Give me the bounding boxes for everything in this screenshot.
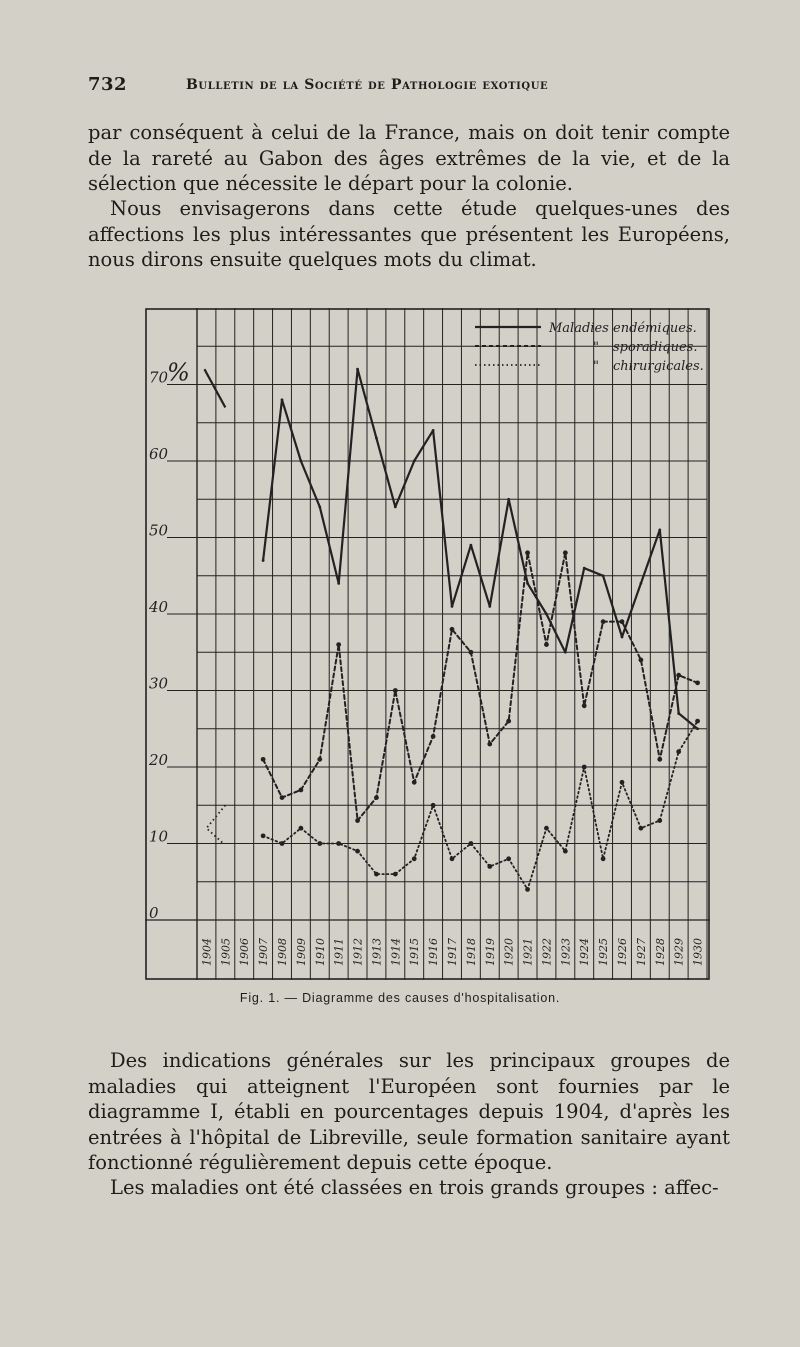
data-point [431, 734, 436, 739]
data-point [563, 550, 568, 555]
paragraph-2 [88, 196, 730, 273]
data-point [336, 841, 341, 846]
data-point [545, 613, 548, 616]
data-point [393, 688, 398, 693]
x-tick-label: 1926 [616, 938, 629, 966]
x-tick-label: 1915 [408, 938, 422, 966]
y-tick-label: 40 [149, 598, 169, 616]
data-point [582, 703, 587, 708]
journal-title: Bulletin de la Société de Pathologie exotique [186, 77, 549, 93]
data-point [602, 574, 605, 577]
x-tick-label: 1929 [672, 938, 686, 966]
data-point [676, 749, 681, 754]
data-point [601, 856, 606, 861]
data-point [469, 544, 472, 547]
x-tick-label: 1918 [464, 938, 478, 966]
data-point [355, 818, 360, 823]
data-point [487, 742, 492, 747]
data-point [393, 872, 398, 877]
data-point [620, 619, 625, 624]
paragraph-4 [88, 1175, 730, 1201]
data-point [506, 719, 511, 724]
data-point [525, 550, 530, 555]
x-tick-label: 1922 [540, 938, 554, 966]
data-point [261, 833, 266, 838]
x-tick-label: 1913 [370, 938, 384, 966]
data-point [374, 795, 379, 800]
data-point [638, 826, 643, 831]
x-tick-label: 1921 [521, 938, 535, 966]
data-point [526, 582, 529, 585]
data-point [468, 650, 473, 655]
data-point [299, 460, 302, 463]
data-point [563, 849, 568, 854]
data-point [355, 849, 360, 854]
data-point [657, 757, 662, 762]
data-point [696, 727, 699, 730]
data-point [280, 795, 285, 800]
y-tick-label: 10 [149, 827, 169, 846]
data-point [601, 619, 606, 624]
x-tick-label: 1904 [200, 938, 214, 966]
data-point [450, 856, 455, 861]
hospitalisation-diagram [145, 308, 710, 980]
x-tick-label: 1919 [483, 938, 497, 966]
legend-label: endémiques. [613, 321, 697, 336]
x-tick-label: 1917 [446, 938, 459, 966]
data-point [544, 826, 549, 831]
data-point [451, 605, 454, 608]
figure-caption: Fig. 1. — Diagramme des causes d'hospitalisation. [239, 991, 561, 1005]
y-tick-label: 60 [149, 445, 169, 463]
data-point [507, 498, 510, 501]
data-point [317, 757, 322, 762]
x-tick-label: 1927 [634, 938, 648, 966]
data-point [657, 818, 662, 823]
data-point [261, 757, 266, 762]
x-tick-label: 1905 [219, 938, 233, 966]
x-tick-label: 1914 [389, 938, 403, 966]
legend-label: Maladies [549, 321, 609, 336]
x-tick-label: 1910 [313, 938, 327, 966]
x-tick-label: 1924 [578, 938, 592, 966]
data-point [413, 460, 416, 463]
data-point [583, 567, 586, 570]
chart-frame [146, 309, 709, 979]
data-point [487, 864, 492, 869]
data-point [298, 826, 303, 831]
data-point [638, 658, 643, 663]
x-tick-label: 1908 [276, 938, 289, 966]
data-point [281, 398, 284, 401]
extra-mark-upper [204, 369, 225, 407]
data-point [317, 841, 322, 846]
paragraph-3 [88, 1048, 730, 1176]
x-tick-label: 1920 [502, 938, 516, 966]
data-point [677, 712, 680, 715]
data-point [488, 605, 491, 608]
x-tick-label: 1928 [653, 938, 667, 966]
data-point [676, 673, 681, 678]
data-point [658, 528, 661, 531]
x-tick-label: 1923 [559, 938, 573, 966]
data-point [280, 841, 285, 846]
data-point [336, 642, 341, 647]
legend-label: sporadiques. [613, 340, 698, 355]
data-point [468, 841, 473, 846]
paragraph-1: par conséquent à celui de la France, mais on doit tenir compte de la rareté au Gabon des âges extrêmes de la vie, et de la sélection que nécessite le départ pour la colonie. [88, 121, 730, 195]
data-point [621, 636, 624, 639]
x-tick-label: 1906 [238, 938, 252, 966]
data-point [318, 506, 321, 509]
x-tick-label: 1925 [597, 938, 611, 966]
paragraph-4-text: Les maladies ont été classées en trois grands groupes : affec- [110, 1176, 719, 1199]
paragraph-3-text: Des indications générales sur les principaux groupes de maladies qui atteignent l'Européen sont fournies par le diagramme I, établi en pourcentages depuis 1904, d'après les entrées à l'hôpital de Libreville, seule formation sanitaire ayant fonctionné régulièrement depuis cette époque. [88, 1049, 730, 1174]
data-point [564, 651, 567, 654]
data-point [356, 368, 359, 371]
y-tick-label: 20 [149, 751, 169, 769]
x-tick-label: 1912 [351, 938, 365, 966]
page-number: 732 [88, 74, 128, 95]
data-point [544, 642, 549, 647]
data-point [432, 429, 435, 432]
data-point [374, 872, 379, 877]
data-point [298, 788, 303, 793]
legend-label: chirurgicales. [613, 359, 704, 374]
x-tick-label: 1930 [691, 938, 705, 966]
data-point [431, 803, 436, 808]
y-unit-label: % [167, 358, 190, 387]
y-tick-label: 0 [149, 904, 159, 922]
data-point [450, 627, 455, 632]
y-tick-label: 30 [149, 674, 169, 693]
data-point [582, 765, 587, 770]
x-tick-label: 1909 [294, 938, 308, 966]
data-point [639, 582, 642, 585]
x-tick-label: 1911 [332, 938, 346, 966]
data-point [375, 437, 378, 440]
data-point [412, 856, 417, 861]
paragraph-2-text: Nous envisagerons dans cette étude quelques-unes des affections les plus intéressantes que présentent les Européens, nous dirons ensuite quelques mots du climat. [88, 197, 730, 271]
data-point [412, 780, 417, 785]
x-tick-label: 1907 [257, 938, 271, 966]
chart-svg [145, 308, 710, 980]
legend-label: " [593, 340, 599, 355]
data-point [620, 780, 625, 785]
y-tick-label: 50 [149, 521, 169, 540]
data-point [695, 680, 700, 685]
data-point [525, 887, 530, 892]
data-point [337, 582, 340, 585]
legend-label: " [593, 359, 599, 374]
data-point [394, 506, 397, 509]
x-tick-label: 1916 [427, 938, 441, 966]
running-header [88, 74, 728, 95]
data-point [506, 856, 511, 861]
data-point [262, 559, 265, 562]
data-point [695, 719, 700, 724]
y-tick-label: 70 [149, 368, 169, 387]
